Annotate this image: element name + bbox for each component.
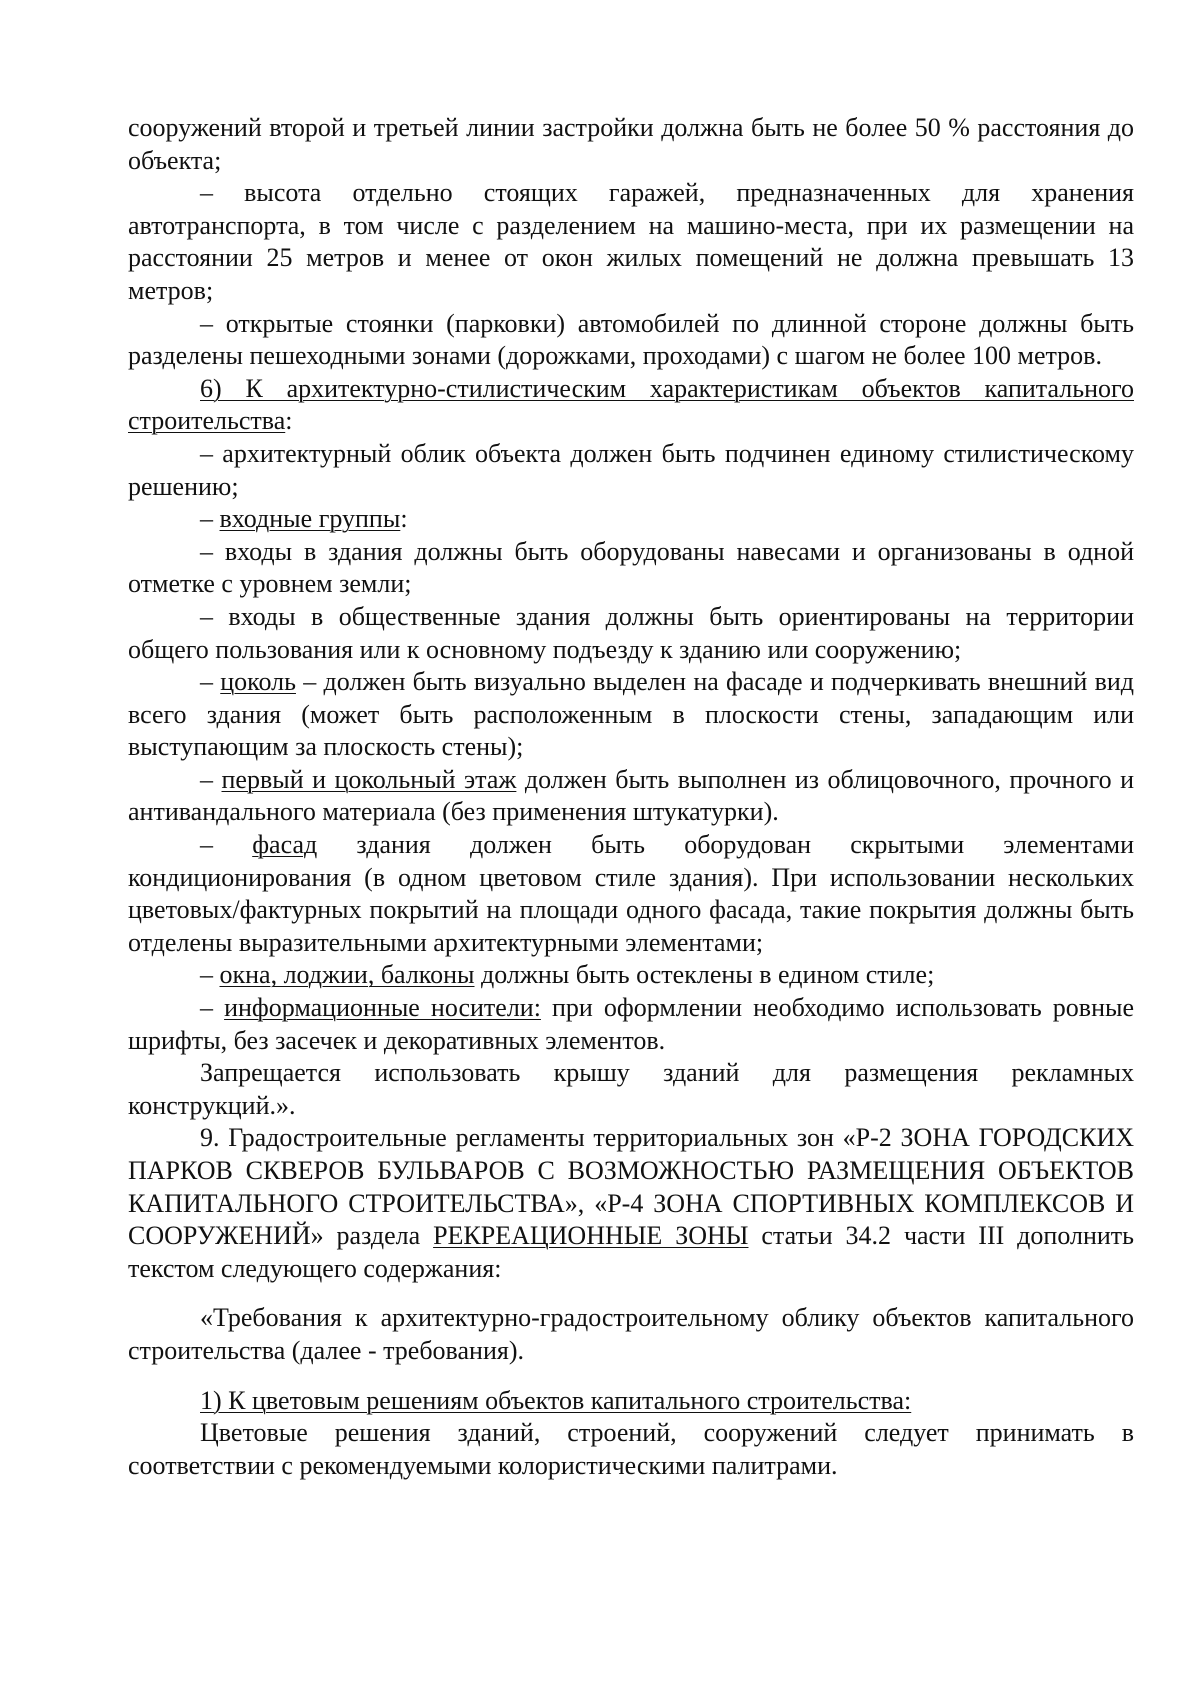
paragraph-facade [128, 829, 1134, 959]
paragraph-public-entrances: – входы в общественные здания должны быть ориентированы на территории общего пользования или к основному подъезду к зданию или сооружению; [128, 601, 1134, 664]
term-info-carriers: информационные носители: [224, 993, 541, 1023]
item-9-tail: статьи 34.2 части III дополнить текстом следующего содержания: [128, 1221, 1134, 1283]
section-6-heading-tail: : [285, 406, 293, 436]
section-6-heading: 6) К архитектурно-стилистическим характеристикам объектов капитального строительства [128, 373, 1134, 436]
first-floor-text: должен быть выполнен из облицовочного, прочного и антивандального материала (без применения штукатурки). [128, 764, 1135, 827]
term-windows: окна, лоджии, балконы [219, 960, 475, 990]
paragraph-roof-advertising: Запрещается использовать крышу зданий для размещения рекламных конструкций.». [128, 1058, 1134, 1120]
dash: – [200, 993, 225, 1023]
term-first-floor: первый и цокольный этаж [221, 764, 517, 794]
document-body [128, 112, 1134, 1482]
paragraph-item-9 [128, 1122, 1134, 1285]
paragraph-architectural-appearance: – архитектурный облик объекта должен быть подчинен единому стилистическому решению; [128, 438, 1134, 501]
paragraph-info-carriers [128, 992, 1134, 1057]
paragraph-first-floor [128, 764, 1134, 829]
info-carriers-text: при оформлении необходимо использовать ровные шрифты, без засечек и декоративных элементов. [128, 993, 1134, 1055]
paragraph-section-6-heading [128, 373, 1134, 438]
plinth-text: – должен быть визуально выделен на фасаде и подчеркивать внешний вид всего здания (может быть расположенным в плоскости стены, западающим или выступающим за плоскость стены); [128, 667, 1134, 762]
paragraph-garage-height: – высота отдельно стоящих гаражей, предназначенных для хранения автотранспорта, в том числе с разделением на машино-места, при их размещении на расстоянии 25 метров и менее от окон жилых помещений не должна превышать 13 метров; [128, 178, 1134, 305]
color-solutions-heading: 1) К цветовым решениям объектов капитального строительства: [200, 1385, 912, 1415]
paragraph-entrances-canopies: – входы в здания должны быть оборудованы навесами и организованы в одной отметке с уровнем земли; [128, 536, 1134, 599]
paragraph-requirements-intro: «Требования к архитектурно-градостроительному облику объектов капитального строительства (далее - требования). [128, 1303, 1134, 1365]
term-facade: фасад [252, 830, 318, 860]
paragraph-1: сооружений второй и третьей линии застройки должна быть не более 50 % расстояния до объекта; [128, 113, 1134, 175]
term-entrance-groups: входные группы [219, 504, 401, 534]
facade-text: здания должен быть оборудован скрытыми элементами кондиционирования (в одном цветовом стиле здания). При использовании нескольких цветовых/фактурных покрытий на площади одного фасада, такие покрытия должны быть отделены выразительными архитектурными элементами; [128, 830, 1134, 957]
paragraph-color-heading [128, 1385, 1134, 1418]
dash: – [200, 830, 253, 860]
paragraph-entrance-groups [128, 503, 1134, 536]
dash: – [200, 667, 221, 697]
paragraph-plinth [128, 666, 1134, 764]
term-tail: : [400, 504, 408, 534]
term-recreational-zones: РЕКРЕАЦИОННЫЕ ЗОНЫ [433, 1221, 749, 1251]
paragraph-parking: – открытые стоянки (парковки) автомобилей по длинной стороне должны быть разделены пешеходными зонами (дорожками, проходами) с шагом не более 100 метров. [128, 308, 1134, 371]
windows-text: должны быть остеклены в едином стиле; [474, 960, 935, 990]
paragraph-windows [128, 959, 1134, 992]
item-9-text: 9. Градостроительные регламенты территориальных зон «Р-2 ЗОНА ГОРОДСКИХ ПАРКОВ СКВЕРОВ БУЛЬВАРОВ С ВОЗМОЖНОСТЬЮ РАЗМЕЩЕНИЯ ОБЪЕКТОВ КАПИТАЛЬНОГО СТРОИТЕЛЬСТВА», «Р-4 ЗОНА СПОРТИВНЫХ КОМПЛЕКСОВ И СООРУЖЕНИЙ» раздела [128, 1123, 1134, 1251]
dash: – [200, 764, 222, 794]
dash: – [200, 960, 220, 990]
paragraph-color-solutions: Цветовые решения зданий, строений, сооружений следует принимать в соответствии с рекомендуемыми колористическими палитрами. [128, 1418, 1134, 1480]
dash: – [200, 504, 220, 534]
term-plinth: цоколь [220, 667, 296, 697]
